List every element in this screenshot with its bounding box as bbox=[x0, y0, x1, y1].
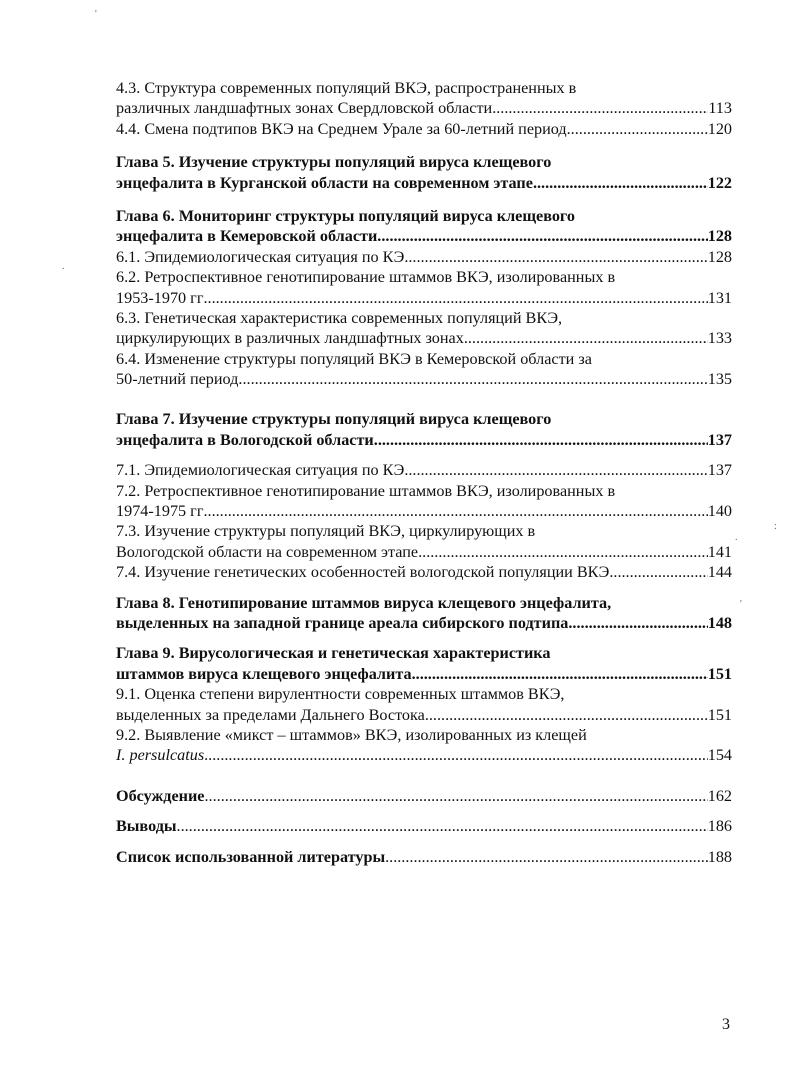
toc-entry-title: 9.1. Оценка степени вирулентности современных штаммов ВКЭ, bbox=[116, 685, 565, 704]
scan-speck: . bbox=[62, 261, 65, 272]
toc-entry-leader-line: 1974-1975 гг ..... 140 bbox=[116, 501, 732, 521]
toc-discussion: Обсуждение ..... 162 bbox=[116, 786, 732, 806]
toc-entry-title: 6.4. Изменение структуры популяций ВКЭ в Кемеровской области за bbox=[116, 349, 592, 368]
toc-page-number: 122 bbox=[707, 173, 732, 192]
toc-entry-title: 6.2. Ретроспективное генотипирование штаммов ВКЭ, изолированных в bbox=[116, 268, 616, 287]
toc-chapter-7 bbox=[116, 409, 732, 450]
toc-entry-leader-line: энцефалита в Вологодской области ..... 137 bbox=[116, 430, 732, 450]
toc-page-number: 188 bbox=[707, 847, 732, 866]
toc-page-number: 137 bbox=[707, 430, 732, 449]
toc-entry-7-2 bbox=[116, 481, 732, 522]
scan-speck: ' bbox=[95, 9, 97, 20]
toc-page-number: 140 bbox=[707, 502, 732, 521]
toc-references: Список использованной литературы ..... 188 bbox=[116, 847, 732, 867]
toc-entry-leader-line: 50-летний период ..... 135 bbox=[116, 369, 732, 389]
toc-entry-leader-line: выделенных на западной границе ареала сибирского подтипа ..... 148 bbox=[116, 613, 732, 633]
toc-entry-4-4: 4.4. Смена подтипов ВКЭ на Среднем Урале за 60-летний период ..... 120 bbox=[116, 119, 732, 139]
toc-entry-title: 6.3. Генетическая характеристика современных популяций ВКЭ, bbox=[116, 308, 563, 327]
toc-entry-7-1: 7.1. Эпидемиологическая ситуация по КЭ ..... 137 bbox=[116, 460, 732, 480]
toc-page-number: 162 bbox=[707, 786, 732, 805]
toc-entry-leader-line: 1953-1970 гг ..... 131 bbox=[116, 288, 732, 308]
toc-chapter-5 bbox=[116, 152, 732, 193]
toc-entry-leader-line: различных ландшафтных зонах Свердловской области ..... 113 bbox=[116, 98, 732, 118]
toc-entry-6-2 bbox=[116, 267, 732, 308]
toc-chapter-8 bbox=[116, 593, 732, 634]
toc-entry-9-2 bbox=[116, 725, 732, 766]
toc-chapter-title: Глава 6. Мониторинг структуры популяций вируса клещевого bbox=[116, 206, 575, 225]
toc-page-number: 135 bbox=[707, 370, 732, 389]
toc-chapter-title: Глава 8. Генотипирование штаммов вируса клещевого энцефалита, bbox=[116, 593, 612, 612]
toc-page-number: 133 bbox=[707, 329, 732, 348]
toc-entry-7-3 bbox=[116, 521, 732, 562]
toc-chapter-9 bbox=[116, 643, 732, 684]
toc-page-number: 120 bbox=[707, 119, 732, 138]
toc-page-number: 113 bbox=[708, 99, 732, 118]
toc-entry-title: 9.2. Выявление «микст – штаммов» ВКЭ, изолированных из клещей bbox=[116, 725, 587, 744]
toc-page-number: 128 bbox=[707, 227, 732, 246]
toc-entry-4-3 bbox=[116, 78, 732, 119]
toc-chapter-6 bbox=[116, 206, 732, 247]
toc-entry-leader-line: штаммов вируса клещевого энцефалита ..... 151 bbox=[116, 664, 732, 684]
toc-entry-leader-line: энцефалита в Курганской области на современном этапе ..... 122 bbox=[116, 173, 732, 193]
toc-entry-title: 7.2. Ретроспективное генотипирование штаммов ВКЭ, изолированных в bbox=[116, 481, 616, 500]
page-number: 3 bbox=[722, 1016, 730, 1033]
scan-speck: : bbox=[774, 521, 777, 532]
toc-entry-leader-line: выделенных за пределами Дальнего Востока ..... 151 bbox=[116, 705, 732, 725]
toc-conclusions: Выводы ..... 186 bbox=[116, 816, 732, 836]
toc-page-number: 141 bbox=[707, 542, 732, 561]
scan-speck: . bbox=[735, 532, 738, 543]
toc-entry-leader-line: I. persulcatus ..... 154 bbox=[116, 745, 732, 765]
toc-entry-leader-line: Вологодской области на современном этапе ..... 141 bbox=[116, 542, 732, 562]
toc-entry-7-4: 7.4. Изучение генетических особенностей вологодской популяции ВКЭ ..... 144 bbox=[116, 562, 732, 582]
toc-page-number: 151 bbox=[707, 705, 732, 724]
toc-page-number: 148 bbox=[707, 613, 732, 632]
toc-page-number: 131 bbox=[707, 288, 732, 307]
table-of-contents bbox=[116, 78, 732, 867]
toc-entry-title: 4.3. Структура современных популяций ВКЭ, распространенных в bbox=[116, 79, 577, 97]
toc-chapter-title: Глава 7. Изучение структуры популяций вируса клещевого bbox=[116, 410, 552, 429]
toc-entry-leader-line: энцефалита в Кемеровской области ..... 128 bbox=[116, 226, 732, 246]
toc-page-number: 128 bbox=[707, 247, 732, 266]
toc-entry-9-1 bbox=[116, 684, 732, 725]
toc-page-number: 151 bbox=[707, 664, 732, 683]
toc-chapter-title: Глава 9. Вирусологическая и генетическая характеристика bbox=[116, 644, 551, 663]
toc-page-number: 137 bbox=[707, 461, 732, 480]
toc-page-number: 186 bbox=[707, 817, 732, 836]
toc-chapter-title: Глава 5. Изучение структуры популяций вируса клещевого bbox=[116, 153, 552, 172]
toc-page-number: 154 bbox=[707, 746, 732, 765]
toc-entry-leader-line: циркулирующих в различных ландшафтных зонах ..... 133 bbox=[116, 328, 732, 348]
toc-entry-6-1: 6.1. Эпидемиологическая ситуация по КЭ ..... 128 bbox=[116, 247, 732, 267]
scan-speck: ' bbox=[740, 599, 742, 610]
toc-entry-6-3 bbox=[116, 308, 732, 349]
toc-entry-6-4 bbox=[116, 349, 732, 390]
toc-page-number: 144 bbox=[707, 563, 732, 582]
toc-entry-title: 7.3. Изучение структуры популяций ВКЭ, циркулирующих в bbox=[116, 522, 536, 541]
